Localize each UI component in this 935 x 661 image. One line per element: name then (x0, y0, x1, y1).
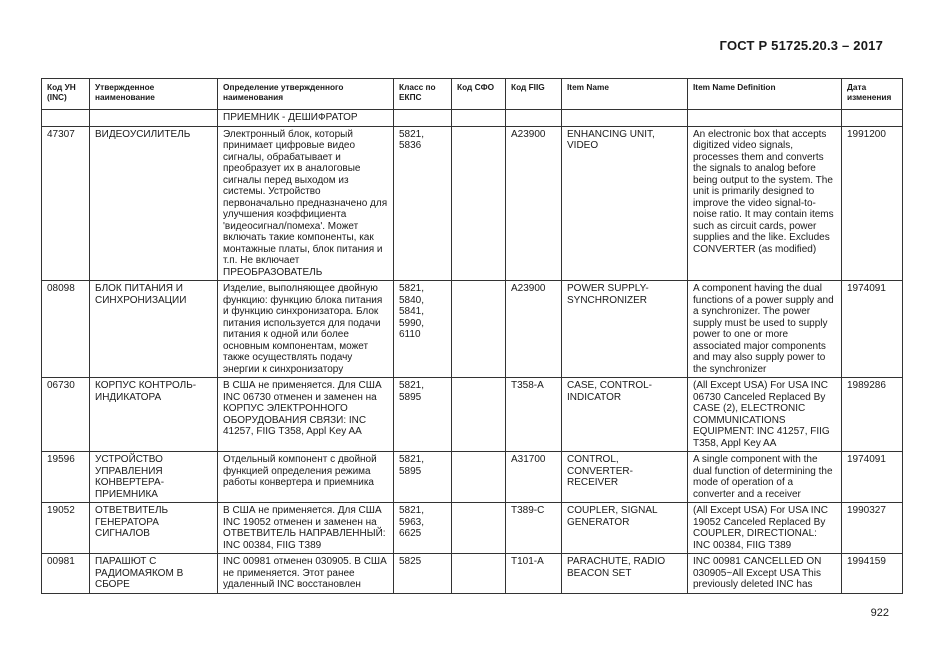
cell-item-def: (All Except USA) For USA INC 06730 Canceled Replaced By CASE (2), ELECTRONIC COMMUNICATIONS EQUIPMENT: INC 41257, FIIG T358, Appl Key AA (688, 378, 842, 452)
cell-fiig: T101-A (506, 554, 562, 594)
cell-definition: Изделие, выполняющее двойную функцию: функцию блока питания и функцию синхронизатора. Блок питания используется для подачи питания к одной или более основным компонентам, может также осуществлять подачу энергии к синхронизатору (218, 281, 394, 378)
col-header-inc: Код УН (INC) (42, 79, 90, 110)
cell-name: ПАРАШЮТ С РАДИОМАЯКОМ В СБОРЕ (90, 554, 218, 594)
cell-item-name: POWER SUPPLY-SYNCHRONIZER (562, 281, 688, 378)
cell-inc: 47307 (42, 126, 90, 281)
table-row (42, 126, 903, 281)
cell-name: УСТРОЙСТВО УПРАВЛЕНИЯ КОНВЕРТЕРА-ПРИЕМНИКА (90, 452, 218, 503)
cell-date: 1974091 (842, 281, 903, 378)
cell-sfo (452, 378, 506, 452)
cell-inc: 00981 (42, 554, 90, 594)
cell-class: 5821, 5836 (394, 126, 452, 281)
cell-class: 5821, 5895 (394, 452, 452, 503)
col-header-definition: Определение утвержденного наименования (218, 79, 394, 110)
table-header-row (42, 79, 903, 110)
cell-item-def: An electronic box that accepts digitized video signals, processes them and converts the signals to analog before being output to the system. The unit is primarily designed to improve the video signal-to-noise ratio. It may contain items such as circuit cards, power supplies and the like. Excludes CONVERTER (as modified) (688, 126, 842, 281)
cell-sfo (452, 281, 506, 378)
cell-name: ОТВЕТВИТЕЛЬ ГЕНЕРАТОРА СИГНАЛОВ (90, 503, 218, 554)
cell-item-name: CONTROL, CONVERTER-RECEIVER (562, 452, 688, 503)
cell-date: 1994159 (842, 554, 903, 594)
table-row (42, 378, 903, 452)
cell-item-name: PARACHUTE, RADIO BEACON SET (562, 554, 688, 594)
cell-class: 5821, 5895 (394, 378, 452, 452)
cell-inc: 19596 (42, 452, 90, 503)
cell-sfo (452, 554, 506, 594)
cell-definition: Отдельный компонент с двойной функцией определения режима работы конвертера и приемника (218, 452, 394, 503)
page-number: 922 (870, 607, 889, 619)
cell-definition: В США не применяется. Для США INC 06730 отменен и заменен на КОРПУС ЭЛЕКТРОННОГО ОБОРУДОВАНИЯ СВЯЗИ: INC 41257, FIIG T358, Appl Key AA (218, 378, 394, 452)
cell-fiig: A23900 (506, 126, 562, 281)
table-row (42, 554, 903, 594)
col-header-sfo: Код СФО (452, 79, 506, 110)
cell-fiig: T389-C (506, 503, 562, 554)
table-row (42, 281, 903, 378)
col-header-fiig: Код FIIG (506, 79, 562, 110)
cell-class: 5821, 5840, 5841, 5990, 6110 (394, 281, 452, 378)
cell-definition: В США не применяется. Для США INC 19052 отменен и заменен на ОТВЕТВИТЕЛЬ НАПРАВЛЕННЫЙ: INC 00384, FIIG T389 (218, 503, 394, 554)
cell-sfo (452, 126, 506, 281)
cell-sfo (452, 503, 506, 554)
col-header-name: Утвержденное наименование (90, 79, 218, 110)
cell-item-def: A component having the dual functions of a power supply and a synchronizer. The power supply must be used to supply power to one or more associated major components and may also supply power to the synchronizer (688, 281, 842, 378)
cell-sfo (452, 452, 506, 503)
cell-definition: INC 00981 отменен 030905. В США не применяется. Этот ранее удаленный INC восстановлен (218, 554, 394, 594)
cell-fiig: T358-A (506, 378, 562, 452)
table-row (42, 503, 903, 554)
cell-name: ВИДЕОУСИЛИТЕЛЬ (90, 126, 218, 281)
cell-date: 1990327 (842, 503, 903, 554)
cell-inc: 19052 (42, 503, 90, 554)
col-header-item-name: Item Name (562, 79, 688, 110)
cell-fiig: A31700 (506, 452, 562, 503)
col-header-class: Класс по ЕКПС (394, 79, 452, 110)
catalog-table (41, 78, 903, 594)
cell-item-def: A single component with the dual function of determining the mode of operation of a converter and a receiver (688, 452, 842, 503)
cell-date: 1989286 (842, 378, 903, 452)
cell-class: 5825 (394, 554, 452, 594)
document-code: ГОСТ Р 51725.20.3 – 2017 (719, 38, 883, 53)
cell-name: БЛОК ПИТАНИЯ И СИНХРОНИЗАЦИИ (90, 281, 218, 378)
col-header-item-def: Item Name Definition (688, 79, 842, 110)
cell-item-name: CASE, CONTROL-INDICATOR (562, 378, 688, 452)
cell-date: 1974091 (842, 452, 903, 503)
col-header-date: Дата изменения (842, 79, 903, 110)
cell-item-def: INC 00981 CANCELLED ON 030905~All Except USA This previously deleted INC has (688, 554, 842, 594)
group-label: ПРИЕМНИК - ДЕШИФРАТОР (218, 110, 394, 127)
cell-item-name: COUPLER, SIGNAL GENERATOR (562, 503, 688, 554)
cell-item-def: (All Except USA) For USA INC 19052 Canceled Replaced By COUPLER, DIRECTIONAL: INC 00384, FIIG T389 (688, 503, 842, 554)
table-row (42, 452, 903, 503)
cell-date: 1991200 (842, 126, 903, 281)
cell-definition: Электронный блок, который принимает цифровые видео сигналы, обрабатывает и преобразует их в аналоговые сигналы перед выходом из системы. Устройство первоначально предназначено для улучшения коэффициента 'видеосигнал/помеха'. Может включать такие компоненты, как монтажные платы, блок питания и т.п. Не включает ПРЕОБРАЗОВАТЕЛЬ (218, 126, 394, 281)
cell-inc: 08098 (42, 281, 90, 378)
cell-item-name: ENHANCING UNIT, VIDEO (562, 126, 688, 281)
cell-name: КОРПУС КОНТРОЛЬ-ИНДИКАТОРА (90, 378, 218, 452)
cell-fiig: A23900 (506, 281, 562, 378)
cell-inc: 06730 (42, 378, 90, 452)
cell-class: 5821, 5963, 6625 (394, 503, 452, 554)
group-row (42, 110, 903, 127)
